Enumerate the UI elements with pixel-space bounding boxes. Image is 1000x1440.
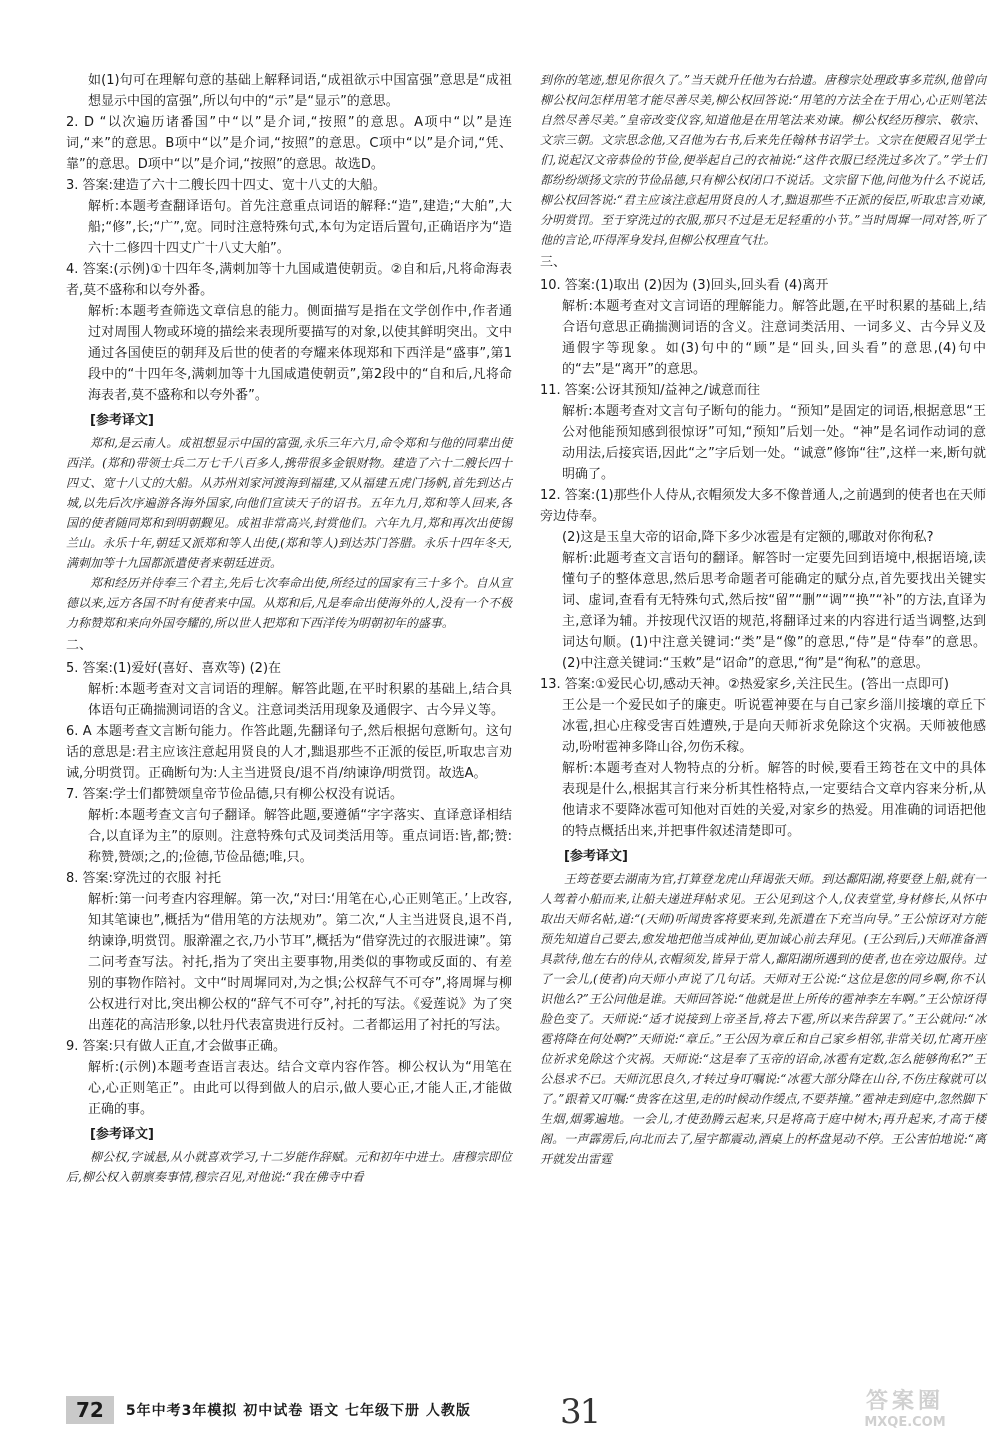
- analysis-8: 解析:第一问考查内容理解。第一次,“对曰:‘用笔在心,心正则笔正。’上改容,知其笔谏也”,概括为“借用笔的方法规劝”。第二次,“人主当进贤良,退不肖,纳谏诤,明赏罚。服澣濯之衣,乃小节耳”,概括为“借穿洗过的衣服进谏”。第二问考查写法。衬托,指为了突出主要事物,用类似的事物或反面的、有差别的事物作陪衬。文中“时周墀同对,为之惧;公权辞气不可夺”,将周墀与柳公权进行对比,突出柳公权的“辞气不可夺”,衬托的写法。《爱莲说》为了突出莲花的高洁形象,以牡丹代表富贵进行反衬。二者都运用了衬托的写法。: [88, 892, 512, 1033]
- answer-8: 8. 答案:穿洗过的衣服 衬托: [66, 871, 222, 886]
- right-column: [540, 70, 986, 1169]
- answer-2: 2. D “以次遍历诸番国”中“以”是介词,“按照”的意思。A项中“以”是连词,“来”的意思。B项中“以”是介词,“按照”的意思。C项中“以”是介词,“凭、靠”的意思。D项中“以”是介词,“按照”的意思。故选D。: [66, 115, 512, 172]
- analysis-13: 解析:本题考查对人物特点的分析。解答的时候,要看王筠苍在文中的具体表现是什么,根据其言行来分析其性格特点,一定要结合文章内容来分析,从他请求不要降冰雹可知他对百姓的关爱,对家乡的热爱。用准确的词语把他的特点概括出来,并把事件叙述清楚即可。: [562, 761, 986, 839]
- reference-translation-3-p1: 王筠苍要去湖南为官,打算登龙虎山拜谒张天师。到达鄱阳湖,将要登上船,就有一人驾着小船而来,让船夫递进拜帖求见。王公见到这个人,仪表堂堂,身材修长,从怀中取出天师名帖,道:“(天师)听闻贵客将要来到,先派遣在下充当向导。”王公惊讶对方能预先知道自己要去,愈发地把他当成神仙,更加诚心前去拜见。(王公到后,)天师准备酒具款待,他左右的侍从,衣帽须发,皆异于常人,鄱阳湖所遇到的使者,也在旁边服侍。过了一会儿,(使者)向天师小声说了几句话。天师对王公说:“这位是您的同乡啊,你不认识他么?”王公问他是谁。天师回答说:“他就是世上所传的雹神李左车啊。”王公惊讶得脸色变了。天师说:“适才说接到上帝圣旨,将去下雹,所以来告辞罢了。”王公就问:“冰雹将降在何处啊?”天师说:“章丘。”王公因为章丘和自己家乡相邻,非常关切,忙离开座位祈求免除这个灾祸。天师说:“这是奉了玉帝的诏命,冰雹有定数,怎么能够徇私?”王公恳求不已。天师沉思良久,才转过身叮嘱说:“冰雹大部分降在山谷,不伤庄稼就可以了。”跟着又叮嘱:“贵客在这里,走的时候动作缓点,不要莽撞。”雹神走到庭中,忽然脚下生烟,烟雾遍地。一会儿,才使劲腾云起来,只是将高于庭中树木;再升起来,才高于楼阁。一声霹雳后,向北而去了,屋宇都震动,酒桌上的杯盘晃动不停。王公害怕地说:“离开就发出雷霆: [540, 872, 986, 1166]
- analysis-3: 解析:本题考查翻译语句。首先注意重点词语的解释:“造”,建造;“大舶”,大船;“修”,长;“广”,宽。同时注意特殊句式,本句为定语后置句,正确语序为“造六十二修四十四丈广十八丈大舶”。: [88, 199, 512, 256]
- reference-translation-title-2: [参考译文]: [90, 1127, 154, 1142]
- answer-12: 12. 答案:(1)那些仆人侍从,衣帽须发大多不像普通人,之前遇到的使者也在天师旁边侍奉。: [540, 488, 986, 524]
- answer-3: 3. 答案:建造了六十二艘长四十四丈、宽十八丈的大船。: [66, 178, 386, 193]
- page-number: 72: [66, 1396, 114, 1424]
- answer-13-detail: 王公是一个爱民如子的廉吏。听说雹神要在与自己家乡淄川接壤的章丘下冰雹,担心庄稼受害百姓遭殃,于是向天师祈求免除这个灾祸。天师被他感动,吩咐雹神多降山谷,勿伤禾稼。: [562, 698, 986, 755]
- reference-translation-title-1: [参考译文]: [90, 413, 154, 428]
- reference-translation-1-p2: 郑和经历并侍奉三个君主,先后七次奉命出使,所经过的国家有三十多个。自从宣德以来,远方各国不时有使者来中国。从郑和后,凡是奉命出使海外的人,没有一个不极力称赞郑和来向外国夸耀的,所以世人把郑和下西洋传为明朝初年的盛事。: [66, 576, 512, 630]
- footer-book-title: 5年中考3年模拟 初中试卷 语文 七年级下册 人教版: [125, 1403, 471, 1419]
- section-3-heading: 三、: [540, 255, 567, 270]
- answer-12-part2: (2)这是玉皇大帝的诏命,降下多少冰雹是有定额的,哪敢对你徇私?: [562, 530, 934, 545]
- analysis-7: 解析:本题考查文言句子翻译。解答此题,要遵循“字字落实、直译意译相结合,以直译为主”的原则。注意特殊句式及词类活用等。重点词语:皆,都;赞:称赞,赞颂;之,的;俭德,节俭品德;唯,只。: [88, 808, 512, 865]
- analysis-12: 解析:此题考查文言语句的翻译。解答时一定要先回到语境中,根据语境,读懂句子的整体意思,然后思考命题者可能确定的赋分点,首先要找出关键实词、虚词,查看有无特殊句式,然后按“留”“删”“调”“换”“补”的方法,直译为主,意译为辅。并按现代汉语的规范,将翻译过来的内容进行适当调整,达到词达句顺。(1)中注意关键词:“类”是“像”的意思,“侍”是“侍奉”的意思。(2)中注意关键词:“玉敕”是“诏命”的意思,“徇”是“徇私”的意思。: [562, 551, 986, 671]
- answer-13: 13. 答案:①爱民心切,感动天神。②热爱家乡,关注民生。(答出一点即可): [540, 677, 949, 692]
- analysis-9: 解析:(示例)本题考查语言表达。结合文章内容作答。柳公权认为“用笔在心,心正则笔正”。由此可以得到做人的启示,做人要心正,才能人正,才能做正确的事。: [88, 1060, 512, 1117]
- intro-paragraph: 如(1)句可在理解句意的基础上解释词语,“成祖欲示中国富强”意思是“成祖想显示中国的富强”,所以句中的“示”是“显示”的意思。: [88, 73, 512, 109]
- answer-5: 5. 答案:(1)爱好(喜好、喜欢等) (2)在: [66, 661, 282, 676]
- analysis-5: 解析:本题考查对文言词语的理解。解答此题,在平时积累的基础上,结合具体语句正确揣测词语的含义。注意词类活用现象及通假字、古今异义等。: [88, 682, 512, 718]
- left-column: [66, 70, 512, 1187]
- analysis-4: 解析:本题考查筛选文章信息的能力。侧面描写是指在文学创作中,作者通过对周围人物或环境的描绘来表现所要描写的对象,以使其鲜明突出。文中通过各国使臣的朝拜及后世的使者的夸耀来体现郑和下西洋是“盛事”,第1段中的“十四年冬,满刺加等十九国咸遣使朝贡”,第2段中的“自和后,凡将命海表者,莫不盛称和以夸外番”。: [88, 304, 512, 403]
- answer-7: 7. 答案:学士们都赞颂皇帝节俭品德,只有柳公权没有说话。: [66, 787, 404, 802]
- watermark-logo: [830, 1384, 980, 1430]
- reference-translation-2-continued: 到你的笔迹,想见你很久了。”当天就升任他为右拾遗。唐穆宗处理政事多荒纵,他曾向柳公权问怎样用笔才能尽善尽美,柳公权回答说:“用笔的方法全在于用心,心正则笔法自然尽善尽美。”皇帝改变仪容,知道他是在用笔法来劝谏。柳公权经历穆宗、敬宗、文宗三朝。文宗思念他,又召他为右书,后来先任翰林书诏学士。文宗在便殿召见学士们,说起汉文帝恭俭的节俭,便举起自己的衣袖说:“这件衣服已经洗过多次了。”学士们都纷纷颂扬文宗的节俭品德,只有柳公权闭口不说话。文宗留下他,问他为什么不说话,柳公权回答说:“君主应该注意起用贤良的人才,黜退那些不正派的佞臣,听取忠言劝谏,分明赏罚。至于穿洗过的衣服,那只不过是无足轻重的小节。”当时周墀一同对答,听了他的言论,吓得浑身发抖,但柳公权理直气壮。: [540, 73, 986, 247]
- analysis-10: 解析:本题考查对文言词语的理解能力。解答此题,在平时积累的基础上,结合语句意思正确揣测词语的含义。注意词类活用、一词多义、古今异义及通假字等现象。如(3)句中的“顾”是“回头,回头看”的意思,(4)句中的“去”是“离开”的意思。: [562, 299, 986, 377]
- watermark-line2: MXQE.COM: [864, 1415, 946, 1430]
- reference-translation-2-p1: 柳公权,字诚悬,从小就喜欢学习,十二岁能作辞赋。元和初年中进士。唐穆宗即位后,柳公权入朝禀奏事情,穆宗召见,对他说:“我在佛寺中看: [66, 1150, 512, 1184]
- handwritten-page-mark: 31: [560, 1392, 600, 1432]
- reference-translation-title-3: [参考译文]: [564, 849, 628, 864]
- answer-4: 4. 答案:(示例)①十四年冬,满刺加等十九国咸遣使朝贡。②自和后,凡将命海表者,莫不盛称和以夸外番。: [66, 262, 512, 298]
- page-footer: [66, 1395, 471, 1425]
- answer-6: 6. A 本题考查文言断句能力。作答此题,先翻译句子,然后根据句意断句。这句话的意思是:君主应该注意起用贤良的人才,黜退那些不正派的佞臣,听取忠言劝诫,分明赏罚。正确断句为:人主当进贤良/退不肖/纳谏诤/明赏罚。故选A。: [66, 724, 512, 781]
- reference-translation-1-p1: 郑和,是云南人。成祖想显示中国的富强,永乐三年六月,命令郑和与他的同辈出使西洋。(郑和)带领士兵二万七千八百多人,携带很多金银财物。建造了六十二艘长四十四丈、宽十八丈的大船。从苏州刘家河渡海到福建,又从福建五虎门扬帆,首先到达占城,以先后次序遍游各海外国家,向他们宣读天子的诏书。五年九月,郑和等人回来,各国的使者随同郑和到明朝觐见。成祖非常高兴,封赏他们。六年九月,郑和再次出使锡兰山。永乐十年,朝廷又派郑和等人出使,(郑和等人)到达苏门答腊。永乐十四年冬天,满刺加等十九国都派遣使者来朝廷进贡。: [66, 436, 512, 570]
- answer-9: 9. 答案:只有做人正直,才会做事正确。: [66, 1039, 287, 1054]
- watermark-line1: 答案圈: [865, 1389, 944, 1414]
- analysis-11: 解析:本题考查对文言句子断句的能力。“预知”是固定的词语,根据意思“王公对他能预知感到很惊讶”可知,“预知”后划一处。“神”是名词作动词的意动用法,后接宾语,因此“之”字后划一处。“诚意”修饰“往”,这样一来,断句就明确了。: [562, 404, 986, 482]
- section-2-heading: 二、: [66, 638, 93, 653]
- answer-11: 11. 答案:公讶其预知/益神之/诚意而往: [540, 383, 760, 398]
- answer-10: 10. 答案:(1)取出 (2)因为 (3)回头,回头看 (4)离开: [540, 278, 829, 293]
